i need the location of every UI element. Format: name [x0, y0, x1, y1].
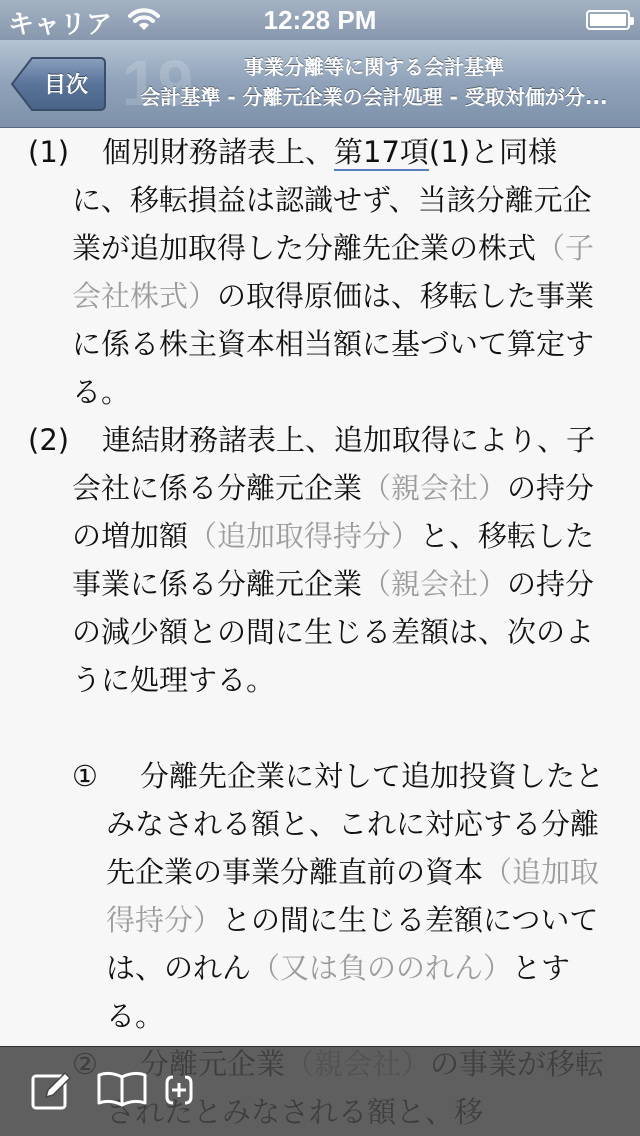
back-button-label: 目次: [43, 73, 88, 98]
status-time: 12:28 PM: [263, 5, 377, 35]
parenthetical-text: （親会社）: [362, 471, 508, 505]
body-text: の持分の減少額との間に生じる差額は、次のように処理する。: [72, 567, 595, 697]
body-text: の取得原価は、移転した事業に係る株主資本相当額に基づいて算定する。: [72, 279, 595, 409]
parenthetical-text: （追加取得持分）: [188, 519, 421, 553]
nav-title-line2: 会計基準 - 分離元企業の会計処理 - 受取対価が分...: [140, 85, 608, 109]
body-text: (1)と同様に、移転損益は認識せず、当該分離元企業が追加取得した分離先企業の株式: [72, 135, 592, 265]
status-bar: [0, 0, 640, 40]
book-icon[interactable]: [96, 1069, 148, 1109]
body-text: 連結財務諸表上、追加取得により、子会社に係る分離元企業: [72, 423, 596, 505]
parenthetical-text: （子会社株式）: [72, 231, 595, 313]
body-text: 個別財務諸表上、: [102, 135, 335, 169]
article-content[interactable]: [0, 128, 640, 1136]
navigation-bar: [0, 40, 640, 128]
back-button-toc[interactable]: [10, 56, 106, 112]
carrier-label: キャリア: [8, 9, 113, 39]
bottom-toolbar: [0, 1046, 640, 1136]
page-number-watermark: 19: [122, 47, 194, 119]
battery-icon: [586, 10, 630, 30]
parenthetical-text: （又は負ののれん）: [251, 951, 513, 985]
bookmark-icon[interactable]: [164, 1075, 194, 1105]
sub-item-1: [72, 752, 612, 1040]
paragraph-link[interactable]: 第17項: [334, 135, 429, 169]
nav-title-line1: 事業分離等に関する会計基準: [244, 55, 504, 79]
item-marker: (2): [28, 423, 70, 457]
body-text: との間に生じる差額については、のれん: [106, 903, 599, 985]
paragraph-item-2: [28, 416, 612, 704]
edit-icon[interactable]: [30, 1069, 74, 1113]
body-text: と、移転した事業に係る分離元企業: [72, 519, 595, 601]
parenthetical-text: （親会社）: [362, 567, 508, 601]
nav-title: [118, 52, 630, 112]
item-body: [28, 128, 612, 416]
sub-item-marker: ①: [72, 759, 98, 793]
sub-item-body: [72, 752, 612, 1040]
body-text: の持分の増加額: [72, 471, 595, 553]
body-text: とする。: [106, 951, 571, 1033]
body-text: 分離先企業に対して追加投資したとみなされる額と、これに対応する分離先企業の事業分離直前の資本: [106, 759, 605, 889]
item-marker: (1): [28, 135, 70, 169]
paragraph-item-1: [28, 128, 612, 416]
item-body: [28, 416, 612, 704]
parenthetical-text: （追加取得持分）: [106, 855, 600, 937]
